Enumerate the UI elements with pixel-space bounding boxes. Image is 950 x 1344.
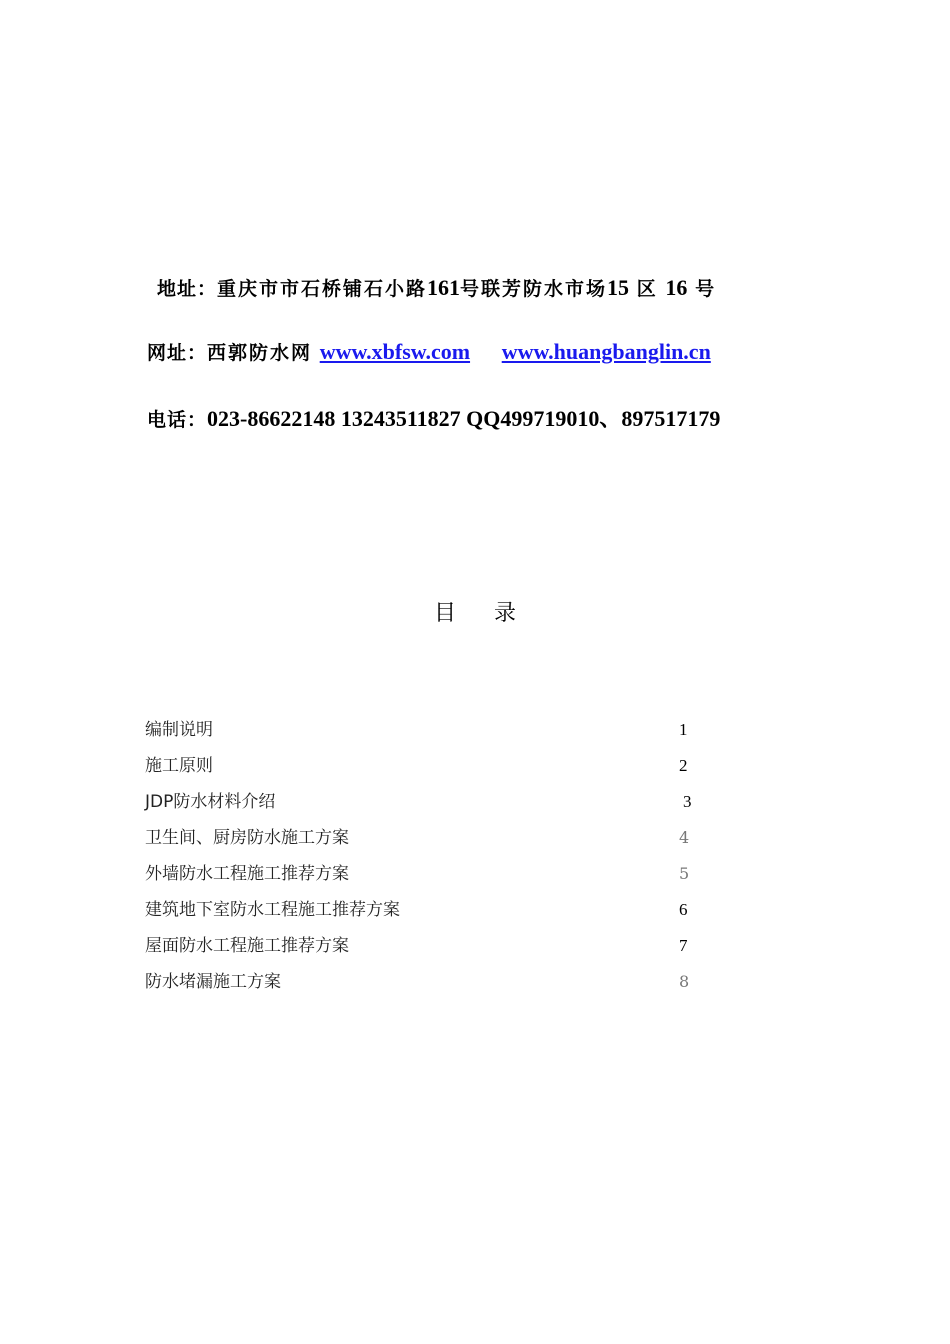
phone-line xyxy=(0,402,950,433)
toc-item-page: 3 xyxy=(683,792,692,811)
toc-item-page: 8 xyxy=(679,972,690,991)
toc-heading: 目录 xyxy=(433,601,554,626)
address-number-3: 16 xyxy=(665,275,688,300)
toc-item-page: 2 xyxy=(679,756,688,775)
toc-item[interactable] xyxy=(145,824,705,860)
website-line xyxy=(0,338,950,365)
toc-item-title: 建筑地下室防水工程施工推荐方案 xyxy=(145,900,400,920)
address-line xyxy=(0,274,950,301)
toc-item-page: 4 xyxy=(679,828,690,847)
address-number-1: 161 xyxy=(427,275,461,300)
address-part-4: 号 xyxy=(695,278,717,300)
toc-item-title: JDP防水材料介绍 xyxy=(145,792,276,812)
toc-item[interactable] xyxy=(145,896,705,932)
toc-item-title: 外墙防水工程施工推荐方案 xyxy=(145,864,349,884)
website-label: 网址： xyxy=(147,342,208,364)
toc-item[interactable] xyxy=(145,860,705,896)
toc-item-title: 编制说明 xyxy=(145,720,213,740)
toc-item-title: 卫生间、厨房防水施工方案 xyxy=(145,828,349,848)
toc-item[interactable] xyxy=(145,968,705,1004)
toc-item[interactable] xyxy=(145,932,705,968)
address-number-2: 15 xyxy=(607,275,630,300)
toc-item[interactable] xyxy=(145,716,705,752)
toc-item-page: 6 xyxy=(679,900,688,919)
toc-item[interactable] xyxy=(145,788,705,824)
toc-item-title: 屋面防水工程施工推荐方案 xyxy=(145,936,349,956)
toc-item-title: 施工原则 xyxy=(145,756,213,776)
address-part-3: 区 xyxy=(636,278,658,300)
toc-item-page: 5 xyxy=(679,864,690,883)
phone-value: 023-86622148 13243511827 QQ499719010、897517179 xyxy=(207,406,721,431)
address-label: 地址： xyxy=(157,278,218,300)
address-part-2: 号联芳防水市场 xyxy=(460,278,608,300)
table-of-contents xyxy=(145,716,705,1004)
toc-item-page: 1 xyxy=(679,720,688,739)
toc-item-page: 7 xyxy=(679,936,688,955)
website-link-huangbanglin[interactable]: www.huangbanglin.cn xyxy=(501,339,711,364)
toc-item-title: 防水堵漏施工方案 xyxy=(145,972,281,992)
address-part-1: 重庆市市石桥铺石小路 xyxy=(217,278,428,300)
website-name: 西郭防水网 xyxy=(207,342,313,364)
toc-item[interactable] xyxy=(145,752,705,788)
website-link-xbfsw[interactable]: www.xbfsw.com xyxy=(319,339,471,364)
phone-label: 电话： xyxy=(147,409,208,431)
